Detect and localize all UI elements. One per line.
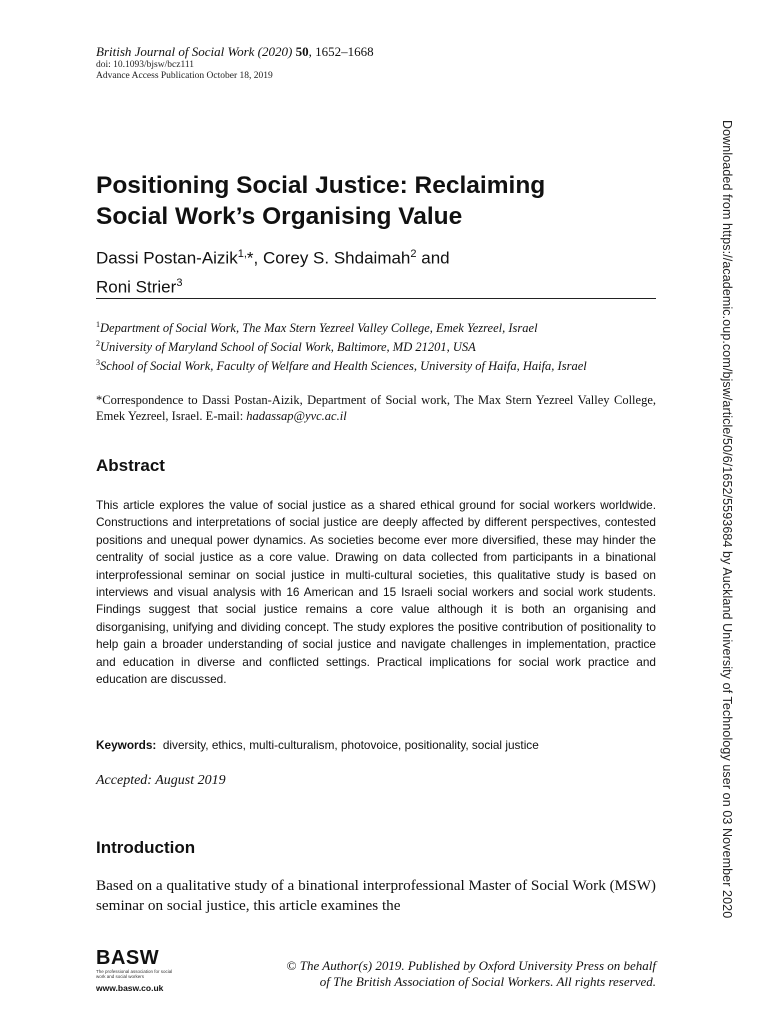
affiliation-2-text: University of Maryland School of Social Work, Baltimore, MD 21201, USA — [100, 340, 476, 355]
download-watermark — [716, 120, 736, 919]
abstract-body: This article explores the value of social justice as a shared ethical ground for social workers worldwide. Constructions and interpretations of social justice are deeply affected by different perspectives, contested positions and unequal power dynamics. As societies become ever more diversified, these may hinder the centrality of social justice as a core value. Drawing on data collected from participants in a binational interprofessional seminar on social justice in multi-cultural societies, this qualitative study is based on interviews and visual analysis with 16 American and 15 Israeli social workers and social work students. Findings suggest that social justice remains a core value although it is both an organising and disorganising, unifying and dividing concept. The study explores the positive contribution of positionality to help gain a broader understanding of social justice and navigate challenges in implementation, practice and education in diverse and conflicted settings. Practical implications for social work practice and education are discussed. — [96, 498, 656, 687]
copyright-line-1 — [230, 958, 656, 974]
download-watermark-text: Downloaded from https://academic.oup.com/bjsw/article/50/6/1652/5593684 by Auckland University of Technology user on 03 November 2020 — [720, 120, 734, 919]
affiliation-1 — [96, 317, 656, 336]
affiliation-1-num: 1 — [96, 320, 100, 329]
copyright-line-1-text: The Author(s) 2019. Published by Oxford University Press on behalf — [296, 958, 656, 973]
journal-citation — [96, 44, 656, 60]
article-title — [96, 170, 656, 232]
doi[interactable]: doi: 10.1093/bjsw/bcz111 — [96, 60, 194, 70]
affiliation-1-text: Department of Social Work, The Max Stern Yezreel Valley College, Emek Yezreel, Israel — [100, 321, 538, 336]
correspondence-email[interactable]: hadassap@yvc.ac.il — [246, 409, 347, 423]
author-2[interactable]: Corey S. Shdaimah — [262, 248, 411, 268]
basw-logo[interactable] — [96, 948, 176, 993]
title-line-1: Positioning Social Justice: Reclaiming — [96, 172, 546, 199]
basw-url[interactable]: www.basw.co.uk — [96, 983, 164, 993]
copyright-line-2: of The British Association of Social Workers. All rights reserved. — [319, 974, 656, 989]
author-1-affil-mark: 1, — [237, 248, 247, 260]
keywords-label: Keywords: — [96, 738, 157, 752]
copyright-notice — [230, 958, 656, 990]
affiliation-3 — [96, 355, 656, 374]
keywords-text: diversity, ethics, multi-culturalism, photovoice, positionality, social justice — [162, 738, 539, 752]
author-list — [96, 242, 656, 299]
accepted-date: Accepted: August 2019 — [96, 773, 226, 788]
journal-name: British Journal of Social Work — [96, 44, 255, 59]
introduction-body: Based on a qualitative study of a binational interprofessional Master of Social Work (MSW) seminar on social justice, this article examines the — [96, 877, 656, 914]
journal-header — [96, 44, 656, 82]
journal-pages: , 1652–1668 — [308, 44, 374, 59]
correspondence-text: *Correspondence to Dassi Postan-Aizik, Department of Social work, The Max Stern Yezreel Valley College, Emek Yezreel, Israel. E-mail: — [96, 393, 656, 423]
affiliation-2-num: 2 — [96, 339, 100, 349]
affiliation-3-num: 3 — [96, 358, 100, 368]
affiliations — [96, 317, 656, 374]
correspondence — [96, 392, 656, 424]
author-2-affil-mark: 2 — [410, 248, 417, 260]
keywords — [96, 737, 656, 753]
author-3[interactable]: Roni Strier — [96, 277, 177, 297]
journal-volume: 50 — [295, 44, 309, 59]
basw-logo-word: BASW — [96, 947, 160, 969]
affiliation-2 — [96, 336, 656, 355]
author-3-affil-mark: 3 — [176, 276, 183, 289]
abstract-heading: Abstract — [96, 456, 165, 475]
title-line-2: Social Work’s Organising Value — [96, 203, 463, 230]
corresponding-mark: * — [246, 248, 254, 268]
journal-year: (2020) — [257, 44, 293, 59]
advance-access-line: Advance Access Publication October 18, 2019 — [96, 71, 273, 81]
basw-logo-tagline: The professional association for social work and social workers — [96, 969, 173, 979]
introduction-heading: Introduction — [96, 838, 196, 857]
author-separator: , — [253, 248, 263, 268]
affiliation-3-text: School of Social Work, Faculty of Welfare and Health Sciences, University of Haifa, Haifa, Israel — [100, 359, 587, 374]
copyright-symbol: © — [286, 958, 297, 973]
header-divider — [96, 298, 656, 299]
author-separator-and: and — [416, 248, 450, 268]
author-1[interactable]: Dassi Postan-Aizik — [96, 248, 238, 268]
